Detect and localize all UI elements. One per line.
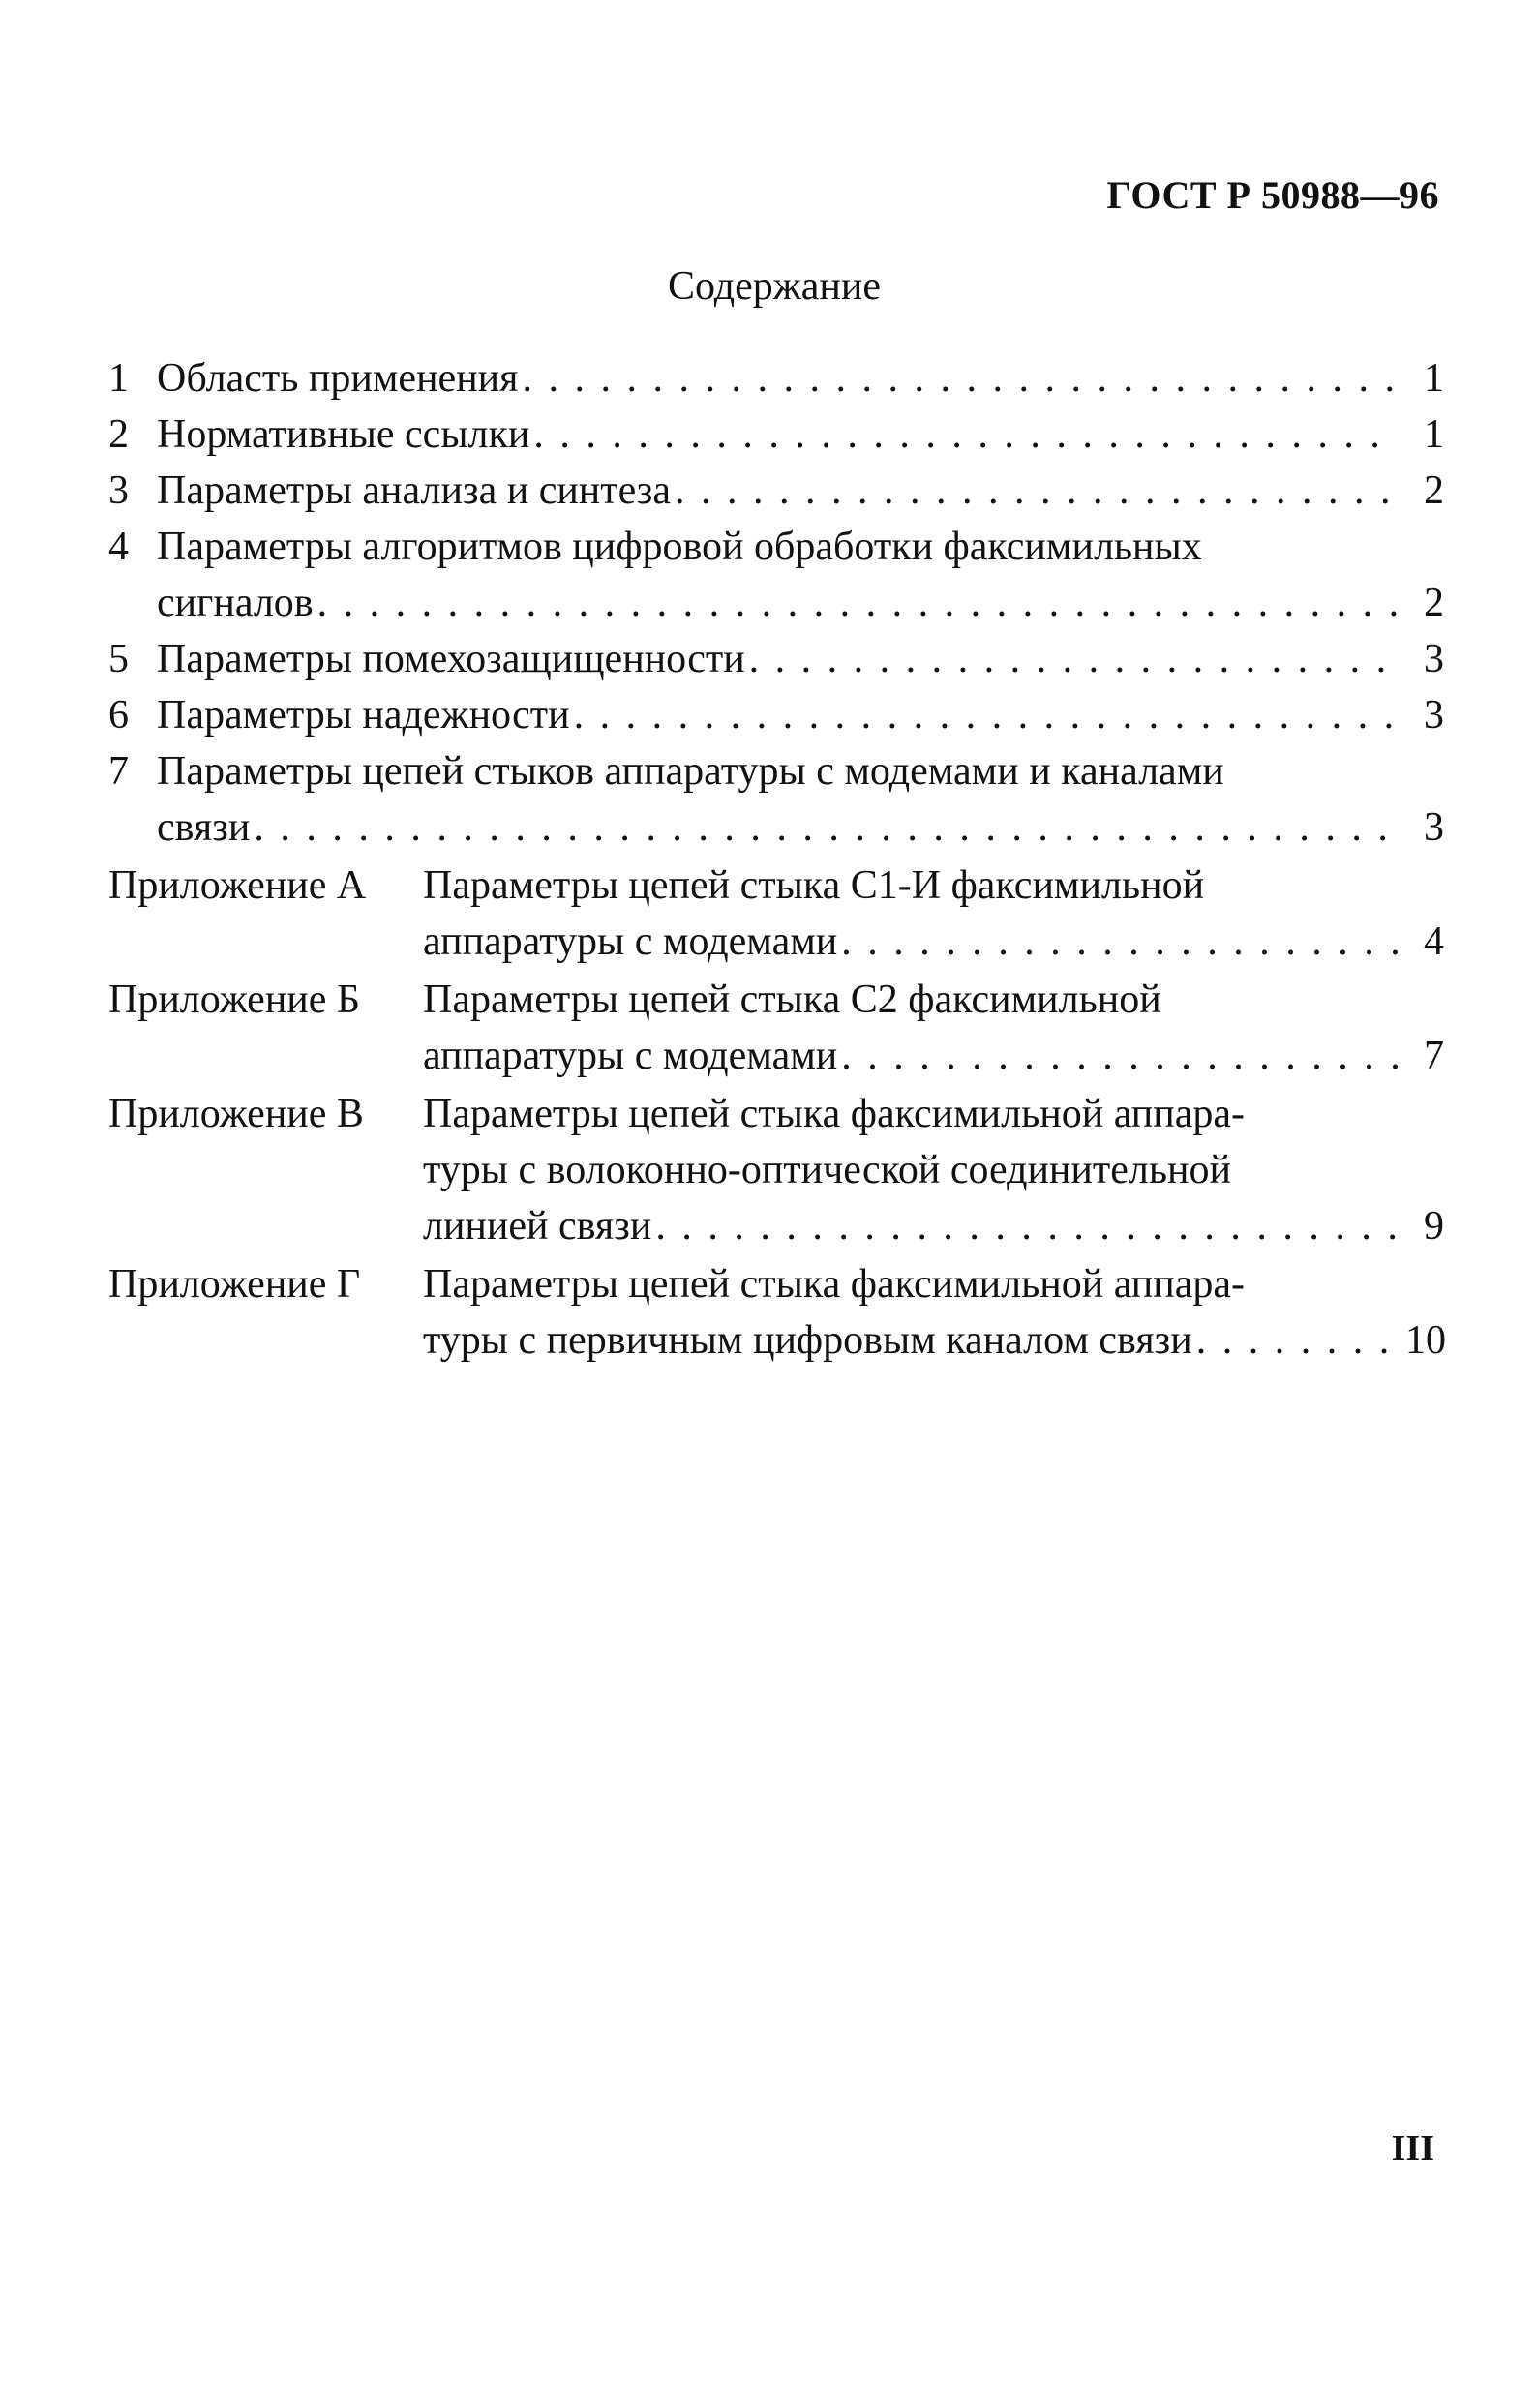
toc-entry-title: Параметры анализа и синтеза <box>157 468 672 513</box>
toc-entry-page: 1 <box>1424 356 1444 401</box>
dot-leader <box>841 914 1398 970</box>
document-code: ГОСТ Р 50988—96 <box>1106 173 1439 217</box>
toc-appendix-g[interactable] <box>108 1256 1444 1369</box>
dot-leader <box>254 799 1398 856</box>
toc-entry-title: связи <box>157 805 251 850</box>
toc-entry-page: 7 <box>1424 1034 1444 1078</box>
toc-entry-page: 3 <box>1424 637 1444 681</box>
toc-entry-page: 9 <box>1424 1204 1444 1249</box>
dot-leader <box>841 1028 1398 1084</box>
dot-leader <box>655 1198 1398 1254</box>
dot-leader <box>574 687 1398 743</box>
toc-entry-page: 1 <box>1424 412 1444 457</box>
toc-entry-number: 6 <box>108 693 129 737</box>
toc-entry-page: 3 <box>1424 805 1444 850</box>
toc-entry-6[interactable] <box>108 687 1444 743</box>
appendix-label: Приложение В <box>108 1092 364 1136</box>
dot-leader <box>317 575 1398 631</box>
toc-entry-7[interactable] <box>108 743 1444 856</box>
appendix-label: Приложение Г <box>108 1262 361 1307</box>
toc-entry-page: 10 <box>1405 1318 1446 1363</box>
toc-appendix-a[interactable] <box>108 858 1444 970</box>
dot-leader <box>749 631 1398 687</box>
toc-entry-title: аппаратуры с модемами <box>423 1034 838 1078</box>
toc-entry-page: 2 <box>1424 468 1444 513</box>
toc-entry-title-line: Параметры алгоритмов цифровой обработки факсимильных <box>157 525 1202 569</box>
toc-entry-number: 1 <box>108 356 129 401</box>
toc-entry-number: 5 <box>108 637 129 681</box>
toc-title: Содержание <box>667 264 882 309</box>
appendix-label: Приложение Б <box>108 978 361 1022</box>
table-of-contents <box>108 350 1444 1369</box>
toc-entry-1[interactable] <box>108 350 1444 406</box>
toc-entry-title: линией связи <box>423 1204 652 1249</box>
toc-entry-page: 4 <box>1424 919 1444 964</box>
toc-entry-title-line: Параметры цепей стыка С1-И факсимильной <box>423 863 1205 908</box>
toc-entry-title-line: Параметры цепей стыка С2 факсимильной <box>423 978 1161 1022</box>
appendix-label: Приложение А <box>108 863 367 908</box>
toc-entry-title: Нормативные ссылки <box>157 412 530 457</box>
toc-entry-title: Параметры надежности <box>157 693 570 737</box>
toc-entry-title: Область применения <box>157 356 519 401</box>
toc-entry-title-line: Параметры цепей стыка факсимильной аппара- <box>423 1262 1246 1307</box>
toc-entry-number: 7 <box>108 749 129 794</box>
toc-entry-title-line: туры с волоконно-оптической соединительной <box>423 1148 1231 1192</box>
dot-leader <box>533 406 1398 463</box>
toc-entry-title-line: Параметры цепей стыка факсимильной аппара- <box>423 1092 1246 1136</box>
toc-entry-title: Параметры помехозащищенности <box>157 637 745 681</box>
toc-entry-number: 3 <box>108 468 129 513</box>
toc-entry-title: аппаратуры с модемами <box>423 919 838 964</box>
page-number: III <box>1391 2128 1434 2169</box>
toc-entry-title-line: Параметры цепей стыков аппаратуры с модемами и каналами <box>157 749 1224 794</box>
toc-entry-number: 4 <box>108 525 129 569</box>
toc-entry-title: туры с первичным цифровым каналом связи <box>423 1318 1192 1363</box>
toc-appendix-b[interactable] <box>108 972 1444 1084</box>
toc-entry-4[interactable] <box>108 519 1444 631</box>
toc-entry-page: 3 <box>1424 693 1444 737</box>
toc-entry-title: сигналов <box>157 581 314 625</box>
toc-appendix-v[interactable] <box>108 1086 1444 1254</box>
toc-entry-5[interactable] <box>108 631 1444 687</box>
toc-entry-page: 2 <box>1424 581 1444 625</box>
dot-leader <box>522 350 1398 406</box>
dot-leader <box>675 463 1398 519</box>
dot-leader <box>1196 1312 1398 1369</box>
toc-entry-2[interactable] <box>108 406 1444 463</box>
toc-entry-3[interactable] <box>108 463 1444 519</box>
toc-entry-number: 2 <box>108 412 129 457</box>
